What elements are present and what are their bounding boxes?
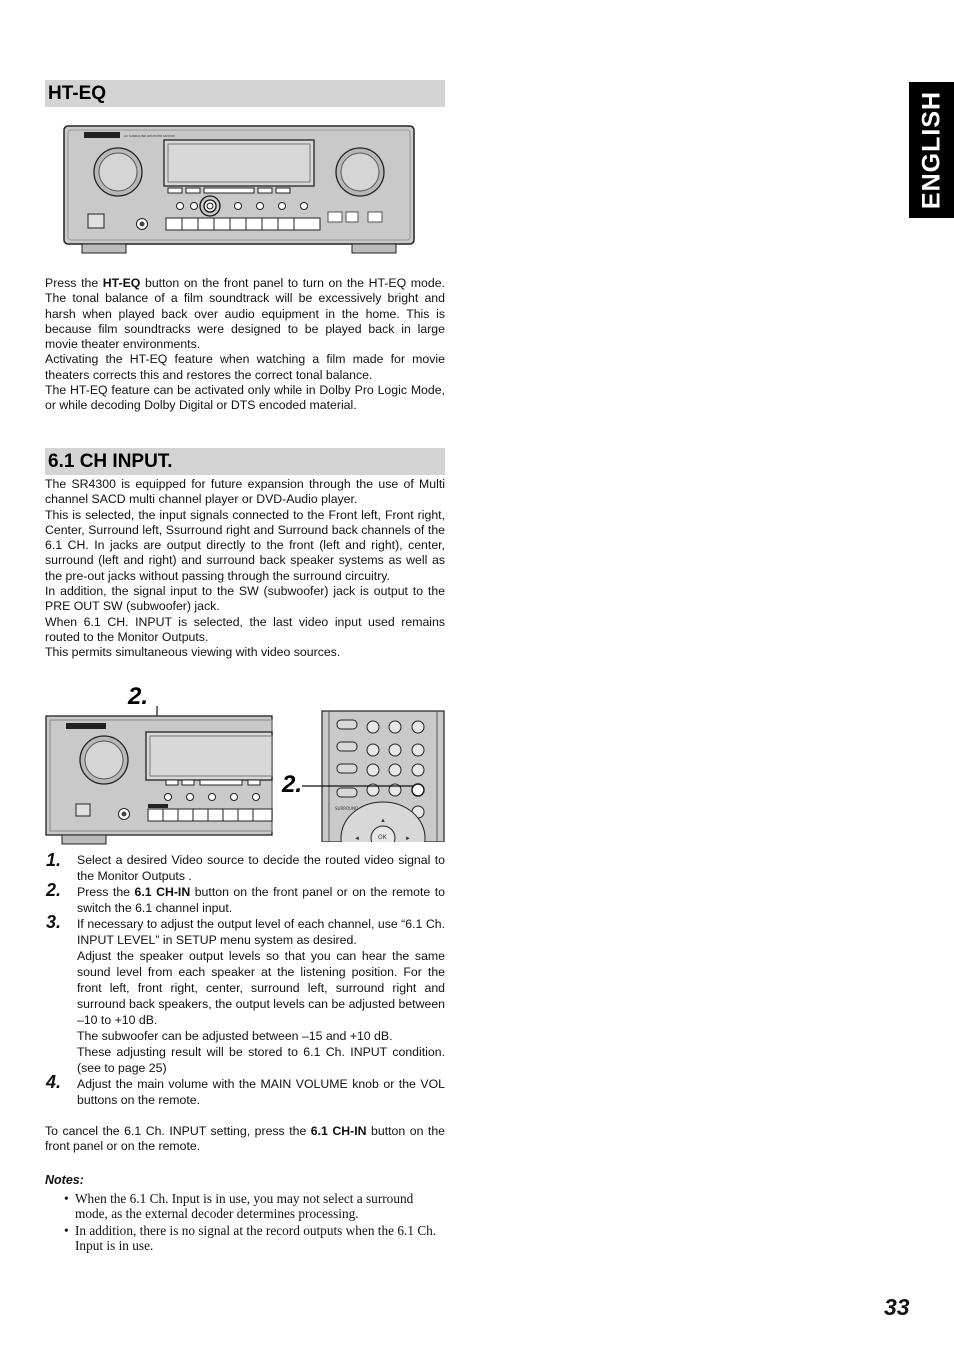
- ht-eq-heading: HT-EQ: [48, 83, 107, 104]
- step-3-body: If necessary to adjust the output level of each channel, use “6.1 Ch. INPUT LEVEL” in SETUP menu system as desired.: [77, 917, 445, 947]
- ch-input-body: [45, 477, 445, 661]
- step-2-text: [77, 884, 445, 916]
- ch-input-paragraph-2: This is selected, the input signals connected to the Front left, Front right, Center, Surround left, Ssurround right and Surround back channels of the 6.1 CH. In jacks are output directly to the front (left and right), center, surround (left and right) and surround back speaker systems as well as the pre-out jacks without passing through the surround circuitry.: [45, 507, 445, 583]
- ht-eq-body: [45, 276, 445, 414]
- step-2-body: [77, 884, 445, 916]
- step-3-number: 3.: [46, 912, 62, 932]
- remote-control-illustration: [321, 710, 445, 842]
- cancel-prefix: To cancel the 6.1 Ch. INPUT setting, press the: [45, 1124, 311, 1138]
- step-3-text: [77, 916, 445, 1076]
- step-2-prefix: Press the: [77, 885, 135, 899]
- note-1-text: When the 6.1 Ch. Input is in use, you may not select a surround mode, as the external decoder determines processing.: [75, 1191, 414, 1221]
- ht-eq-p1-bold: HT-EQ: [102, 276, 141, 290]
- panel-callout-number: 2.: [128, 683, 149, 710]
- cancel-instruction: [45, 1124, 445, 1155]
- step-3-extra-2: The subwoofer can be adjusted between –15 and +10 dB.: [77, 1029, 393, 1043]
- svg-text:►: ►: [405, 836, 411, 842]
- step-1-body: Select a desired Video source to decide the routed video signal to the Monitor Outputs .: [77, 853, 445, 883]
- note-item-2: [64, 1224, 445, 1253]
- step-2-bold: 6.1 CH-IN: [134, 885, 191, 899]
- ht-eq-heading-bar: [45, 80, 445, 107]
- ht-eq-p1-prefix: Press the: [45, 276, 103, 290]
- svg-text:◄: ◄: [354, 836, 360, 842]
- step-4-number: 4.: [46, 1072, 62, 1092]
- step-4-text: [77, 1076, 445, 1108]
- cancel-suffix: button on the front panel or on the remote.: [45, 1124, 445, 1154]
- ht-eq-paragraph-3: The HT-EQ feature can be activated only while in Dolby Pro Logic Mode, or while decoding Dolby Digital or DTS encoded material.: [45, 383, 445, 413]
- ch-input-paragraph-5: This permits simultaneous viewing with video sources.: [45, 645, 341, 660]
- receiver-partial-illustration: [44, 700, 276, 846]
- ch-input-paragraph-1: The SR4300 is equipped for future expansion through the use of Multi channel SACD multi channel player or DVD-Audio player.: [45, 477, 445, 507]
- ch-input-heading: 6.1 CH INPUT.: [48, 451, 173, 472]
- ch-input-paragraph-3: In addition, the signal input to the SW (subwoofer) jack is output to the PRE OUT SW (subwoofer) jack.: [45, 584, 445, 614]
- language-tab-label: ENGLISH: [917, 90, 945, 210]
- remote-callout-leader: [300, 780, 420, 794]
- step-1-text: [77, 852, 445, 884]
- ht-eq-paragraph-2: Activating the HT-EQ feature when watching a film made for movie theaters corrects this and restores the correct tonal balance.: [45, 352, 445, 382]
- step-3-extra-3: These adjusting result will be stored to 6.1 Ch. INPUT condition. (see to page 25): [77, 1045, 445, 1075]
- ht-eq-paragraph-1: [45, 276, 445, 352]
- ch-input-paragraph-4: When 6.1 CH. INPUT is selected, the last video input used remains routed to the Monitor Outputs.: [45, 614, 445, 644]
- step-4-body: Adjust the main volume with the MAIN VOLUME knob or the VOL buttons on the remote.: [77, 1077, 445, 1107]
- page-number: 33: [884, 1294, 910, 1320]
- ht-eq-p1-suffix: button on the front panel to turn on the HT-EQ mode. The tonal balance of a film soundtrack will be excessively bright and harsh when played back over audio equipment in the home. This is because film soundtracks were designed to be played back in large movie theater environments.: [45, 276, 445, 352]
- bullet-icon: •: [64, 1191, 69, 1206]
- cancel-body: [45, 1124, 445, 1155]
- note-item-1: [64, 1192, 445, 1221]
- step-2-number: 2.: [46, 880, 62, 900]
- remote-callout-number: 2.: [282, 771, 303, 798]
- ch-input-heading-bar: [45, 448, 445, 475]
- cancel-bold: 6.1 CH-IN: [310, 1124, 367, 1138]
- remote-ok-label: OK: [378, 834, 387, 841]
- notes-label: Notes:: [45, 1173, 84, 1187]
- note-2-text: In addition, there is no signal at the record outputs when the 6.1 Ch. Input is in use.: [75, 1223, 437, 1253]
- svg-text:▲: ▲: [380, 818, 386, 824]
- step-3-extra-1: Adjust the speaker output levels so that you can hear the same sound level from each speaker at the listening position. For the front left, front right, center, surround left, surround right and surround back speakers, the output levels can be adjusted between –10 to +10 dB.: [77, 949, 445, 1027]
- svg-text:AV SURROUND RECEIVER SR4300: AV SURROUND RECEIVER SR4300: [124, 134, 175, 138]
- remote-surround-label: SURROUND: [335, 806, 359, 811]
- step-1-number: 1.: [46, 850, 62, 870]
- language-tab: [909, 82, 954, 218]
- receiver-front-panel-illustration: [62, 124, 416, 256]
- step-2-suffix: button on the front panel or on the remote to switch the 6.1 channel input.: [77, 885, 445, 915]
- bullet-icon: •: [64, 1223, 69, 1238]
